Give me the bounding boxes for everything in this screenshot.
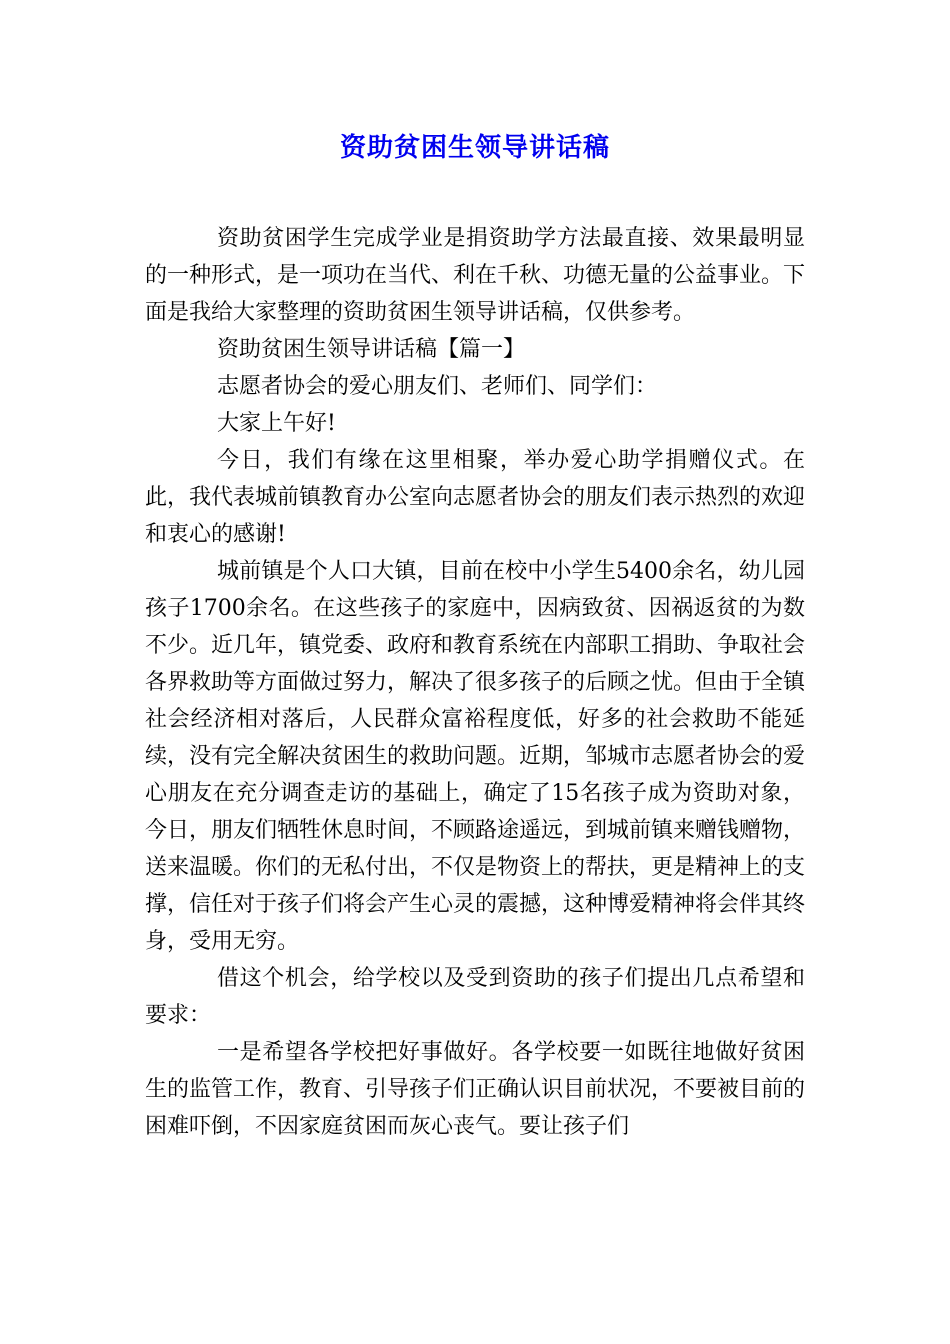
- document-title: 资助贫困生领导讲话稿: [339, 133, 610, 163]
- paragraph-background: 城前镇是个人口大镇，目前在校中小学生5400余名，幼儿园孩子1700余名。在这些孩子的家庭中，因病致贫、因祸返贫的为数不少。近几年，镇党委、政府和教育系统在内部职工捐助、争取社会各界救助等方面做过努力，解决了很多孩子的后顾之忧。但由于全镇社会经济相对落后，人民群众富裕程度低，好多的社会救助不能延续，没有完全解决贫困生的救助问题。近期，邹城市志愿者协会的爱心朋友在充分调查走访的基础上，确定了15名孩子成为资助对象，今日，朋友们牺牲休息时间，不顾路途遥远，到城前镇来赠钱赠物，送来温暖。你们的无私付出，不仅是物资上的帮扶，更是精神上的支撑，信任对于孩子们将会产生心灵的震撼，这种博爱精神将会伴其终身，受用无穷。: [145, 559, 806, 954]
- paragraph-salutation: 志愿者协会的爱心朋友们、老师们、同学们：: [217, 374, 658, 399]
- paragraph-greeting: 大家上午好!: [217, 411, 336, 436]
- document-body: [145, 220, 805, 1145]
- paragraph-hope-one: 一是希望各学校把好事做好。各学校要一如既往地做好贫困生的监管工作，教育、引导孩子们正确认识目前状况，不要被目前的困难吓倒，不因家庭贫困而灰心丧气。要让孩子们: [145, 1040, 806, 1139]
- paragraph-welcome: 今日，我们有缘在这里相聚，举办爱心助学捐赠仪式。在此，我代表城前镇教育办公室向志愿者协会的朋友们表示热烈的欢迎和衷心的感谢!: [145, 448, 806, 547]
- paragraph-section-heading: 资助贫困生领导讲话稿【篇一】: [217, 337, 526, 362]
- paragraph-hopes-intro: 借这个机会，给学校以及受到资助的孩子们提出几点希望和要求：: [145, 966, 805, 1028]
- paragraph-intro: 资助贫困学生完成学业是捐资助学方法最直接、效果最明显的一种形式，是一项功在当代、利在千秋、功德无量的公益事业。下面是我给大家整理的资助贫困生领导讲话稿，仅供参考。: [145, 226, 806, 325]
